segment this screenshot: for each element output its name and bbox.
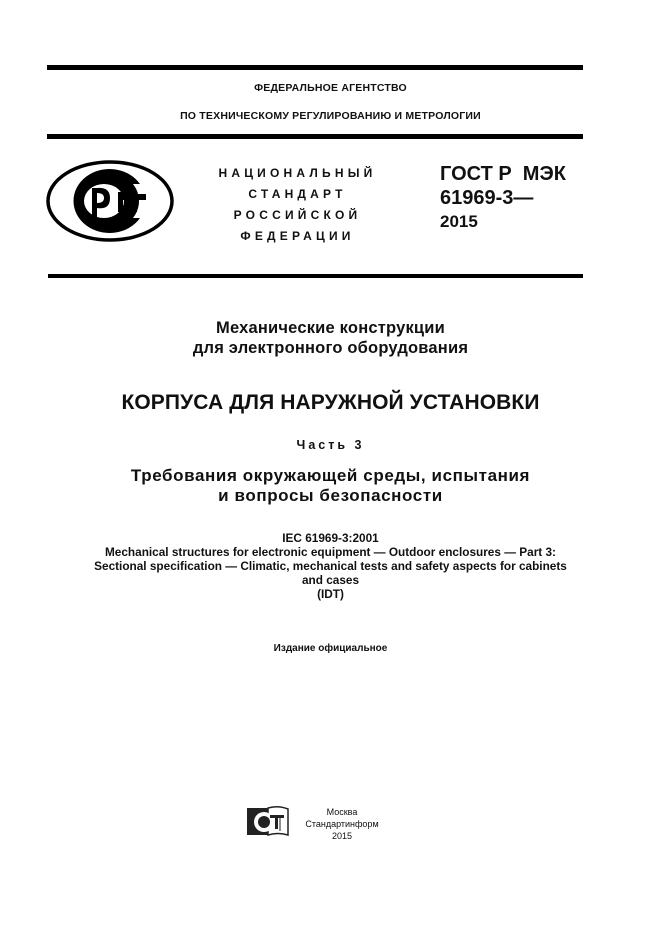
section-rule [48, 274, 583, 278]
part-title [0, 466, 661, 506]
national-standard-line: РОССИЙСКОЙ [233, 208, 362, 222]
subtitle-line-1: Механические конструкции [216, 319, 445, 337]
agency-line-2: ПО ТЕХНИЧЕСКОМУ РЕГУЛИРОВАНИЮ И МЕТРОЛОГИИ [180, 110, 481, 122]
iec-title-line-1: Mechanical structures for electronic equipment — Outdoor enclosures — Part 3: [104, 545, 556, 559]
designation-line-2: 61969-3— [440, 187, 534, 209]
agency-line-1: ФЕДЕРАЛЬНОЕ АГЕНТСТВО [254, 82, 407, 94]
publisher-city: Москва [326, 807, 358, 817]
top-rule [47, 65, 583, 70]
part-label: Часть 3 [296, 438, 365, 452]
part-title-line-2: и вопросы безопасности [218, 486, 443, 505]
publisher-year: 2015 [331, 831, 353, 841]
iec-title-line-2: Sectional specification — Climatic, mechanical tests and safety aspects for cabinets [94, 559, 567, 573]
designation-year: 2015 [440, 212, 478, 231]
part-title-line-1: Требования окружающей среды, испытания [130, 466, 531, 485]
document-subtitle [0, 318, 661, 358]
standard-designation [440, 162, 640, 234]
document-title: КОРПУСА ДЛЯ НАРУЖНОЙ УСТАНОВКИ [121, 391, 540, 414]
iec-title-line-3: and cases [301, 573, 360, 587]
header-bottom-rule [47, 134, 583, 139]
standartinform-logo-icon [246, 805, 290, 837]
publisher-name: Стандартинформ [305, 819, 379, 829]
national-standard-line: НАЦИОНАЛЬНЫЙ [218, 166, 377, 180]
iec-code: IEC 61969-3:2001 [282, 531, 379, 545]
rst-certification-logo-icon [44, 158, 176, 244]
national-standard-line: ФЕДЕРАЦИИ [240, 229, 355, 243]
designation-line-1: ГОСТ Р МЭК [440, 163, 566, 185]
iec-identity: (IDT) [317, 587, 344, 601]
iec-reference [0, 531, 661, 601]
national-standard-caption [210, 163, 385, 247]
publisher-info [298, 806, 386, 842]
national-standard-line: СТАНДАРТ [248, 187, 347, 201]
edition-label: Издание официальное [273, 643, 388, 654]
subtitle-line-2: для электронного оборудования [192, 339, 469, 357]
